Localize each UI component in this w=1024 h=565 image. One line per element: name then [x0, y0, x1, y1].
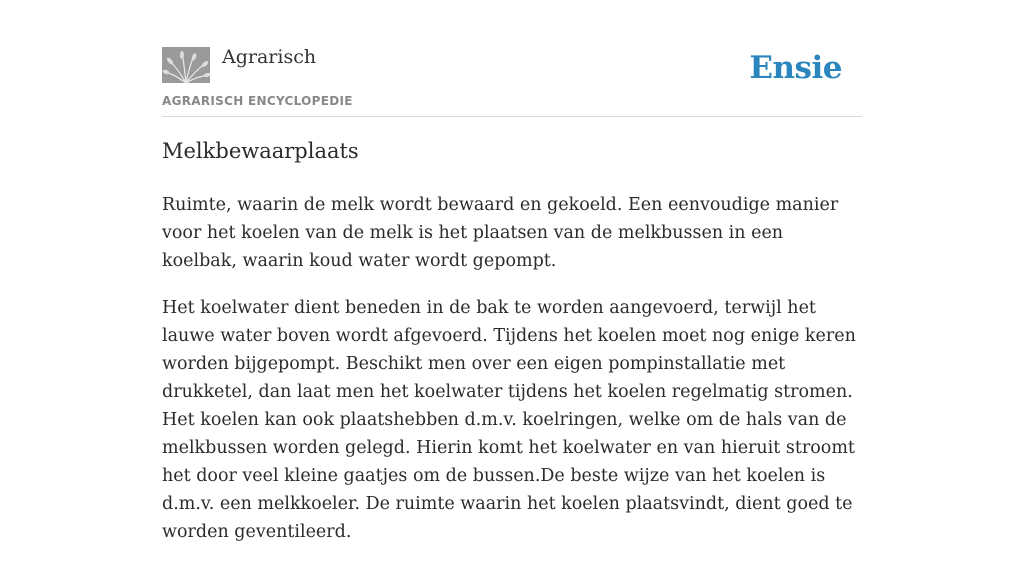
category-link[interactable]: Agrarisch: [222, 46, 317, 68]
article-paragraph: Het koelwater dient beneden in de bak te worden aangevoerd, terwijl het lauwe water boven wordt afgevoerd. Tijdens het koelen moet nog enige keren worden bijgepompt. Beschikt men over een eigen pompinstallatie met drukketel, dan laat men het koelwater tijdens het koelen regelmatig stromen. Het koelen kan ook plaatshebben d.m.v. koelringen, welke om de hals van de melkbussen worden gelegd. Hierin komt het koelwater en van hieruit stroomt het door veel kleine gaatjes om de bussen.De beste wijze van het koelen is d.m.v. een melkkoeler. De ruimte waarin het koelen plaatsvindt, dient goed te worden geventileerd.: [162, 298, 856, 542]
wheat-icon[interactable]: [162, 47, 210, 83]
article-paragraph: Ruimte, waarin de melk wordt bewaard en gekoeld. Een eenvoudige manier voor het koelen van de melk is het plaatsen van de melkbussen in een koelbak, waarin koud water wordt gepompt.: [162, 195, 839, 271]
article-body: [162, 191, 862, 565]
brand-logo[interactable]: Ensie: [749, 50, 842, 86]
page-header: [162, 44, 862, 117]
page-title: Melkbewaarplaats: [162, 139, 359, 163]
encyclopedia-subtitle: AGRARISCH ENCYCLOPEDIE: [162, 94, 353, 108]
